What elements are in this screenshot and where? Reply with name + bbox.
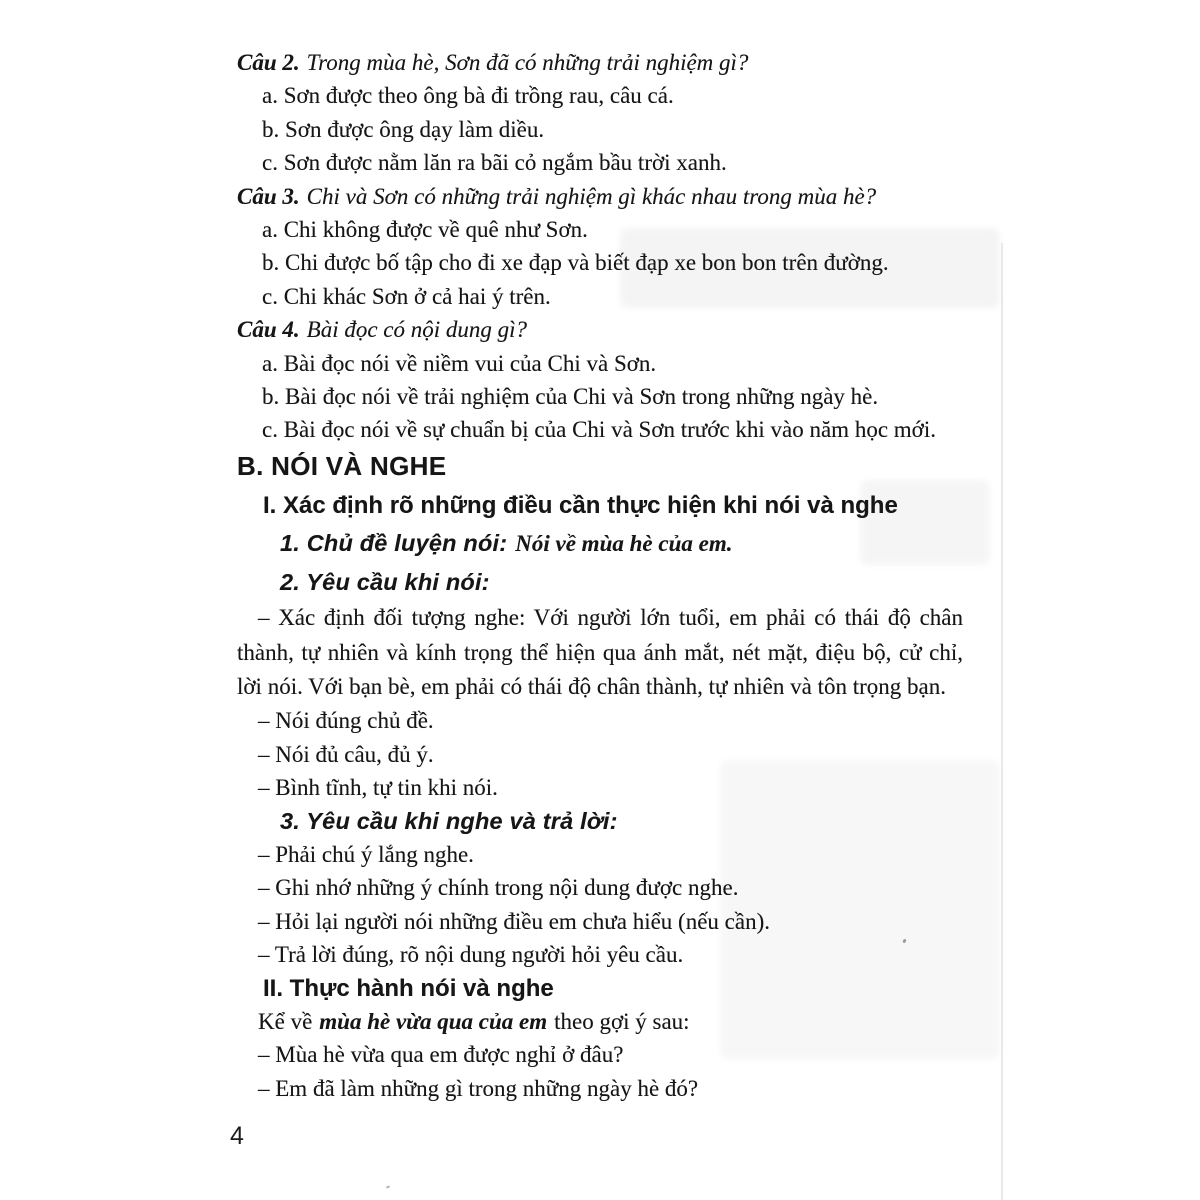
practice-point: – Em đã làm những gì trong những ngày hè đó? (258, 1075, 699, 1101)
question-2-option-a: a. Sơn được theo ông bà đi trồng rau, câu cá. (262, 83, 674, 109)
part-2-heading: II. Thực hành nói và nghe (263, 974, 554, 1002)
question-4-label: Câu 4. (237, 317, 300, 343)
question-2-option-b: b. Sơn được ông dạy làm diều. (262, 116, 545, 142)
topic-text: Nói về mùa hè của em. (515, 531, 733, 557)
question-3-option-b: b. Chi được bố tập cho đi xe đạp và biết đạp xe bon bon trên đường. (262, 250, 889, 276)
question-4-option-b: b. Bài đọc nói về trải nghiệm của Chi và Sơn trong những ngày hè. (262, 384, 879, 410)
part-1-heading: I. Xác định rõ những điều cần thực hiện khi nói và nghe (263, 491, 898, 519)
practice-point: – Mùa hè vừa qua em được nghỉ ở đâu? (258, 1042, 624, 1068)
page-text-block (237, 46, 963, 1105)
listening-point: – Ghi nhớ những ý chính trong nội dung được nghe. (258, 875, 739, 901)
question-3-heading (237, 180, 963, 213)
section-b-heading: B. NÓI VÀ NGHE (237, 450, 447, 481)
page-number: 4 (230, 1122, 244, 1150)
question-4-heading (237, 313, 963, 346)
speaking-point: – Nói đủ câu, đủ ý. (258, 741, 434, 767)
question-4-option-c: c. Bài đọc nói về sự chuẩn bị của Chi và Sơn trước khi vào năm học mới. (262, 417, 936, 443)
question-2-text: Trong mùa hè, Sơn đã có những trải nghiệm gì? (306, 50, 749, 75)
speaking-point: – Bình tĩnh, tự tin khi nói. (258, 775, 498, 801)
listening-point: – Trả lời đúng, rõ nội dung người hỏi yêu cầu. (258, 942, 684, 968)
speaking-audience-paragraph: – Xác định đối tượng nghe: Với người lớn tuổi, em phải có thái độ chân thành, tự nhiên và kính trọng thể hiện qua ánh mắt, nét mặt, điệu bộ, cử chỉ, lời nói. Với bạn bè, em phải có thái độ chân thành, tự nhiên và tôn trọng bạn. (237, 605, 963, 699)
listening-requirements-subheading: 3. Yêu cầu khi nghe và trả lời: (280, 807, 618, 834)
question-3-text: Chi và Sơn có những trải nghiệm gì khác nhau trong mùa hè? (306, 183, 877, 209)
speaking-requirements-subheading: 2. Yêu cầu khi nói: (280, 568, 490, 595)
topic-subheading (280, 527, 963, 560)
question-4-option-a: a. Bài đọc nói về niềm vui của Chi và Sơn. (262, 350, 657, 376)
question-2-heading (237, 46, 963, 79)
question-4-text: Bài đọc có nội dung gì? (306, 317, 528, 343)
lead-pre: Kể về (258, 1008, 313, 1034)
speaking-point: – Nói đúng chủ đề. (258, 708, 434, 734)
lead-post: theo gợi ý sau: (554, 1008, 690, 1034)
topic-label: 1. Chủ đề luyện nói: (280, 530, 508, 557)
lead-emphasis: mùa hè vừa qua của em (319, 1008, 548, 1034)
page-edge-shadow (1001, 243, 1003, 1200)
scan-speck (386, 1185, 390, 1188)
listening-point: – Hỏi lại người nói những điều em chưa hiểu (nếu cần). (258, 908, 770, 934)
question-3-label: Câu 3. (237, 183, 300, 209)
question-3-option-c: c. Chi khác Sơn ở cả hai ý trên. (262, 283, 551, 309)
listening-point: – Phải chú ý lắng nghe. (258, 841, 474, 867)
question-2-label: Câu 2. (237, 50, 300, 75)
question-3-option-a: a. Chi không được về quê như Sơn. (262, 217, 588, 243)
practice-lead-sentence (258, 1005, 963, 1038)
question-2-option-c: c. Sơn được nằm lăn ra bãi cỏ ngắm bầu trời xanh. (262, 150, 727, 176)
